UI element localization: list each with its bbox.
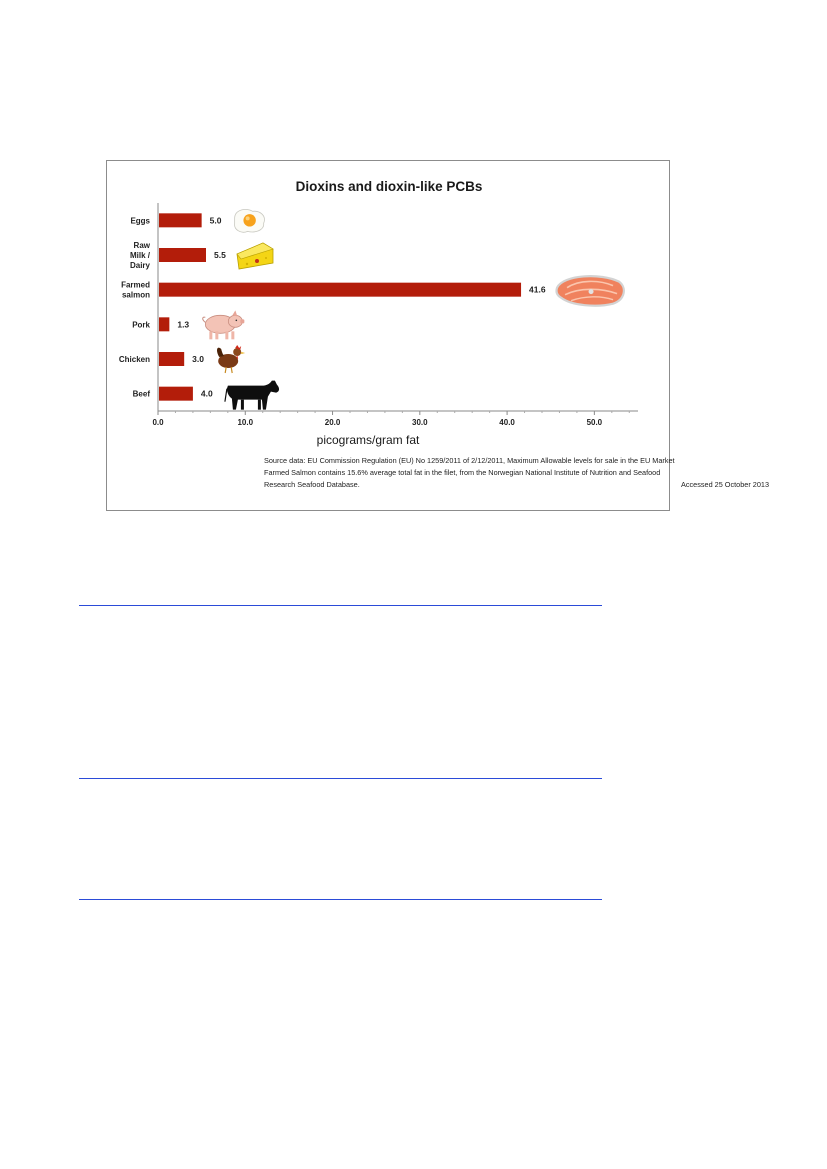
source-line-2: Farmed Salmon contains 15.6% average total fat in the filet, from the Norwegian National Institute of Nutrition and Seafood [264, 468, 661, 477]
x-tick-label: 30.0 [412, 418, 428, 427]
category-label: Raw Milk / Dairy [129, 241, 150, 270]
category-label: Pork [132, 320, 150, 330]
bar [159, 283, 521, 297]
x-tick-label: 10.0 [237, 418, 254, 427]
category-label: Farmed salmon [121, 280, 150, 300]
chart-title: Dioxins and dioxin-like PCBs [295, 179, 483, 194]
value-label: 4.0 [200, 388, 213, 399]
category-label: Eggs [130, 216, 150, 226]
bar [159, 352, 184, 366]
value-label: 1.3 [177, 319, 190, 330]
x-tick-label: 50.0 [586, 418, 603, 427]
x-tick-label: 0.0 [152, 418, 164, 427]
category-label: Beef [132, 389, 150, 399]
value-label: 5.5 [214, 250, 226, 260]
cheese-icon [237, 243, 273, 269]
cow-icon [225, 381, 279, 410]
bar [159, 317, 169, 331]
salmon-steak-icon [557, 276, 624, 306]
value-label: 41.6 [529, 284, 546, 295]
x-tick-label: 40.0 [499, 418, 515, 427]
source-line-3: Research Seafood Database. [264, 480, 360, 489]
accessed-date: Accessed 25 October 2013 [681, 480, 770, 489]
divider-line [79, 899, 602, 900]
x-axis-label: picograms/gram fat [316, 433, 420, 447]
bar [159, 387, 193, 401]
chicken-icon [217, 345, 245, 373]
fried-egg-icon [235, 209, 265, 232]
bar [159, 213, 202, 227]
chart-figure [106, 160, 770, 511]
bar [159, 248, 206, 262]
category-label: Chicken [118, 355, 150, 364]
divider-line [79, 605, 602, 606]
pig-icon [203, 310, 245, 339]
divider-line [79, 778, 602, 779]
value-label: 3.0 [192, 354, 205, 364]
value-label: 5.0 [209, 215, 222, 226]
x-tick-label: 20.0 [324, 418, 341, 427]
source-line-1: Source data: EU Commission Regulation (EU) No 1259/2011 of 2/12/2011, Maximum Allowable levels for sale in the EU Market [264, 456, 675, 465]
